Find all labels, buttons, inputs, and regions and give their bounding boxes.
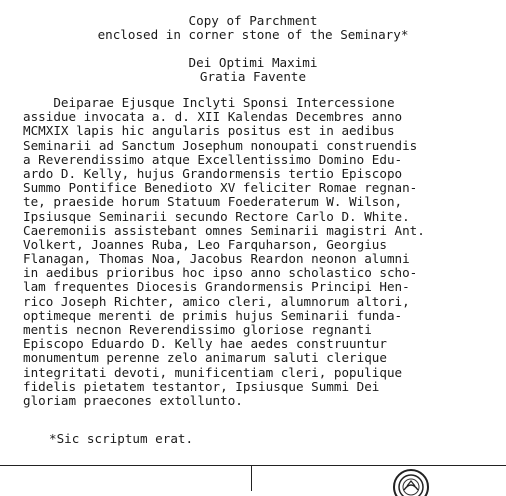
- inscription-body: [23, 96, 493, 408]
- inscription-line: gloriam praecones extollunto.: [23, 392, 243, 408]
- inscription-line: ardo D. Kelly, hujus Grandormensis tertio Episcopo: [23, 165, 403, 181]
- bottom-column-divider: [251, 465, 252, 491]
- inscription-line: optimeque merenti de primis hujus Seminarii funda-: [23, 307, 403, 323]
- inscription-line: a Reverendissimo atque Excellentissimo Domino Edu-: [23, 151, 403, 167]
- inscription-line: te, praeside horum Statuum Foederaterum W. Wilson,: [23, 194, 403, 210]
- inscription-line: fidelis pietatem testantor, Ipsiusque Summi Dei: [23, 378, 380, 394]
- inscription-line: Volkert, Joannes Ruba, Leo Farquharson, Georgius: [23, 236, 387, 252]
- inscription-line: Flanagan, Thomas Noa, Jacobus Reardon neonon alumni: [23, 251, 410, 267]
- dedication-line-1: Dei Optimi Maximi: [188, 55, 318, 70]
- dedication-line-2: Gratia Favente: [199, 69, 307, 84]
- inscription-line: Seminarii ad Sanctum Josephum nonoupati construendis: [23, 137, 418, 153]
- inscription-line: Deiparae Ejusque Inclyti Sponsi Intercessione: [23, 95, 395, 110]
- seal-emblem-icon: [390, 466, 432, 496]
- inscription-line: lam frequentes Diocesis Grandormensis Principi Hen-: [23, 279, 410, 295]
- document-subtitle: enclosed in corner stone of the Seminary*: [97, 27, 409, 42]
- footnote: *Sic scriptum erat.: [49, 431, 194, 446]
- inscription-line: monumentum perenne zelo animarum saluti clerique: [23, 350, 387, 366]
- inscription-line: Episcopo Eduardo D. Kelly hae aedes construuntur: [23, 336, 387, 352]
- inscription-line: assidue invocata a. d. XII Kalendas Decembres anno: [23, 109, 403, 125]
- inscription-line: Ipsiusque Seminarii secundo Rectore Carlo D. White.: [23, 208, 410, 224]
- inscription-line: mentis necnon Reverendissimo gloriose regnanti: [23, 322, 372, 337]
- inscription-line: integritati devoti, munificentiam cleri, populique: [23, 364, 403, 380]
- document-title: Copy of Parchment: [188, 13, 318, 28]
- inscription-line: in aedibus prioribus hoc ipso anno scholastico scho-: [23, 265, 418, 281]
- inscription-line: MCMXIX lapis hic angularis positus est in aedibus: [23, 123, 395, 139]
- inscription-line: Summo Pontifice Benedioto XV feliciter Romae regnan-: [23, 180, 418, 196]
- inscription-line: rico Joseph Richter, amico cleri, alumnorum altori,: [23, 293, 410, 309]
- inscription-line: Caeremoniis assistebant omnes Seminarii magistri Ant.: [23, 222, 425, 238]
